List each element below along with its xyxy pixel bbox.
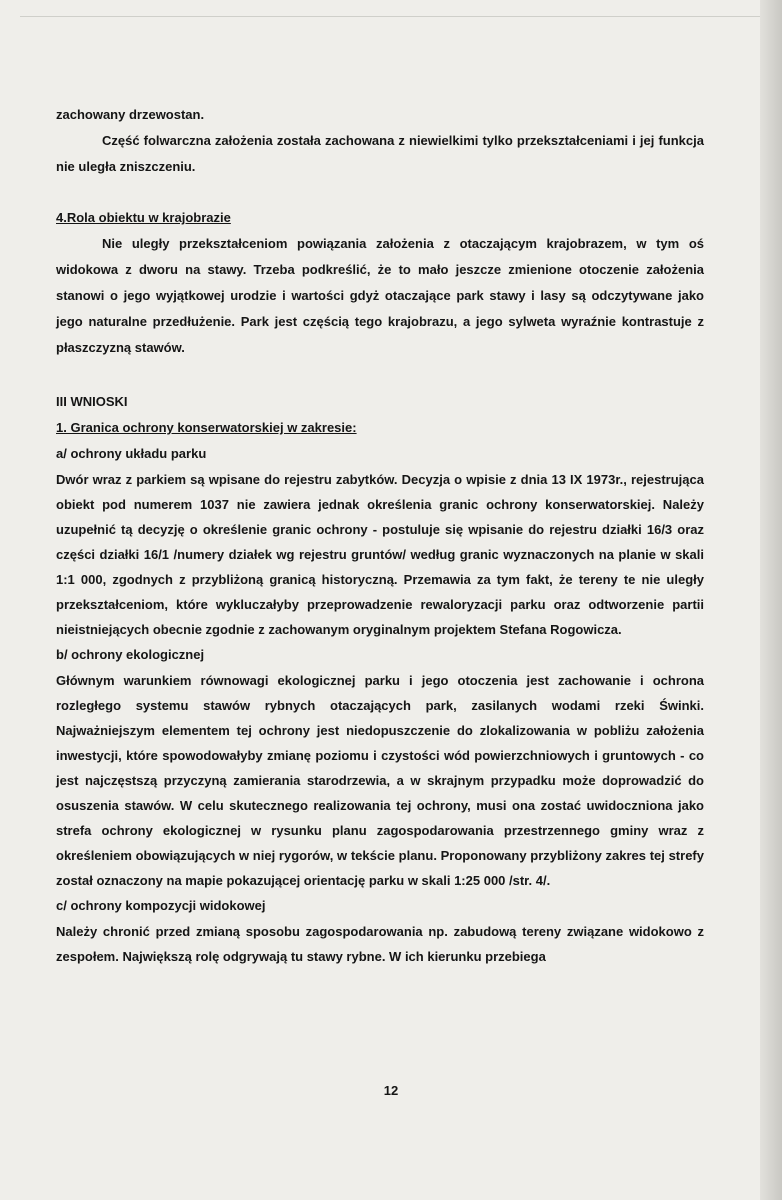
park-layout-protection-paragraph: Dwór wraz z parkiem są wpisane do rejestru zabytków. Decyzja o wpisie z dnia 13 IX 1973r., rejestrująca obiekt pod numerem 1037 nie zawiera jednak określenia granic ochrony konserwatorskiej. Należy uzupełnić tą decyzję o określenie granic ochrony - postuluje się wpisanie do rejestru działki 16/3 oraz części działki 16/1 /numery działek wg rejestru gruntów/ według granic wyznaczonych na planie w skali 1:1 000, zgodnych z przybliżoną granicą historyczną. Przemawia za tym fakt, że tereny te nie uległy przekształceniom, które wykluczałyby przeprowadzenie rewaloryzacji parku oraz odtworzenie partii nieistniejących obecnie zgodnie z zachowanym oryginalnym projektem Stefana Rogowicza. [56, 472, 704, 637]
intro-line: zachowany drzewostan. [56, 107, 205, 122]
protection-boundary-heading: 1. Granica ochrony konserwatorskiej w zakresie: [56, 420, 357, 435]
section-4-heading: 4.Rola obiektu w krajobrazie [56, 210, 231, 225]
ecological-protection-paragraph: Głównym warunkiem równowagi ekologicznej parku i jego otoczenia jest zachowanie i ochrona rozległego systemu stawów rybnych otaczających park, zasilanych wodami rzeki Świnki. Najważniejszym elementem tej ochrony jest niedopuszczenie do zlokalizowania w pobliżu założenia inwestycji, które spowodowałyby zmianę poziomu i czystości wód powierzchniowych i gruntowych - co jest najczęstszą przyczyną zamierania starodrzewia, a w skrajnym przypadku może doprowadzić do osuszenia stawów. W celu skutecznego realizowania tej ochrony, musi ona zostać uwidoczniona jako strefa ochrony ekologicznej w rysunku planu zagospodarowania przestrzennego gminy wraz z określeniem obowiązujących w niej rygorów, w tekście planu. Proponowany przybliżony zakres tej strefy został oznaczony na mapie pokazującej orientację parku w skali 1:25 000 /str. 4/. [56, 673, 704, 888]
view-composition-protection-heading: c/ ochrony kompozycji widokowej [56, 898, 266, 913]
scan-right-edge [760, 0, 782, 1200]
conclusions-heading: III WNIOSKI [56, 394, 128, 409]
section-4-paragraph: Nie uległy przekształceniom powiązania założenia z otaczającym krajobrazem, w tym oś widokowa z dworu na stawy. Trzeba podkreślić, że to mało jeszcze zmienione otoczenie założenia stanowi o jego wyjątkowej urodzie i wartości gdyż otaczające park stawy i lasy są odczytywane jako jego naturalne przedłużenie. Park jest częścią tego krajobrazu, a jego sylweta wyraźnie kontrastuje z płaszczyzną stawów. [56, 236, 704, 355]
ecological-protection-heading: b/ ochrony ekologicznej [56, 647, 205, 662]
page-number: 12 [383, 1083, 399, 1098]
park-layout-protection-heading: a/ ochrony układu parku [56, 446, 207, 461]
intro-paragraph: Część folwarczna założenia została zachowana z niewielkimi tylko przekształceniami i jej funkcja nie uległa zniszczeniu. [56, 133, 704, 174]
spacer [56, 361, 704, 389]
document-body [56, 102, 704, 969]
scan-top-edge [20, 16, 760, 17]
view-composition-protection-paragraph: Należy chronić przed zmianą sposobu zagospodarowania np. zabudową tereny związane widokowo z zespołem. Największą rolę odgrywają tu stawy rybne. W ich kierunku przebiega [56, 924, 704, 964]
spacer [56, 180, 704, 205]
